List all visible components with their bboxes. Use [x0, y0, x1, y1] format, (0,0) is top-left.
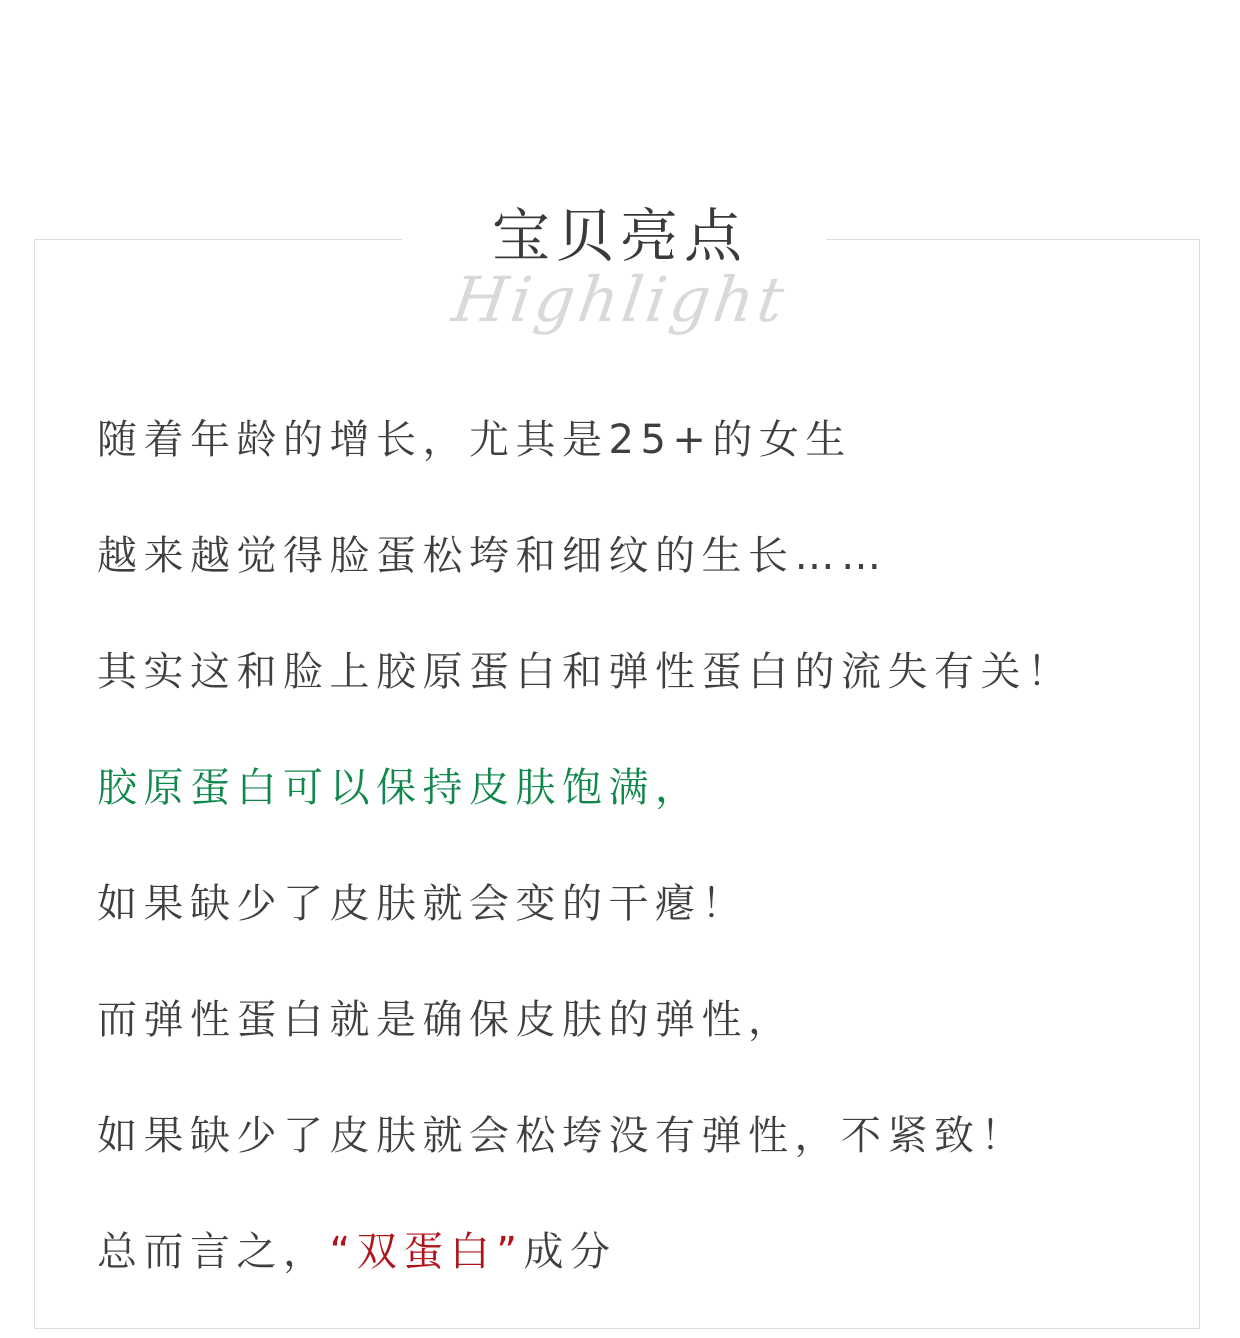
text-line: 其实这和脸上胶原蛋白和弹性蛋白的流失有关！ [97, 649, 1074, 695]
summary-prefix: 总而言之， [97, 1229, 330, 1275]
text-line: 如果缺少了皮肤就会松垮没有弹性，不紧致！ [97, 1113, 1027, 1159]
text-line: 越来越觉得脸蛋松垮和细纹的生长…… [97, 533, 888, 579]
summary-suffix: 成分 [523, 1229, 617, 1275]
text-line: 如果缺少了皮肤就会变的干瘪！ [97, 881, 748, 927]
summary-line [97, 1222, 1177, 1338]
summary-highlight: “双蛋白” [329, 1229, 524, 1275]
section-subtitle-script: Highlight [448, 263, 793, 336]
text-line: 随着年龄的增长，尤其是25+的女生 [97, 417, 852, 463]
section-title: 宝贝亮点 [491, 202, 748, 270]
text-line: 而弹性蛋白就是确保皮肤的弹性， [97, 997, 795, 1043]
highlight-text-line: 胶原蛋白可以保持皮肤饱满， [97, 765, 702, 811]
body-text [97, 410, 1177, 1338]
